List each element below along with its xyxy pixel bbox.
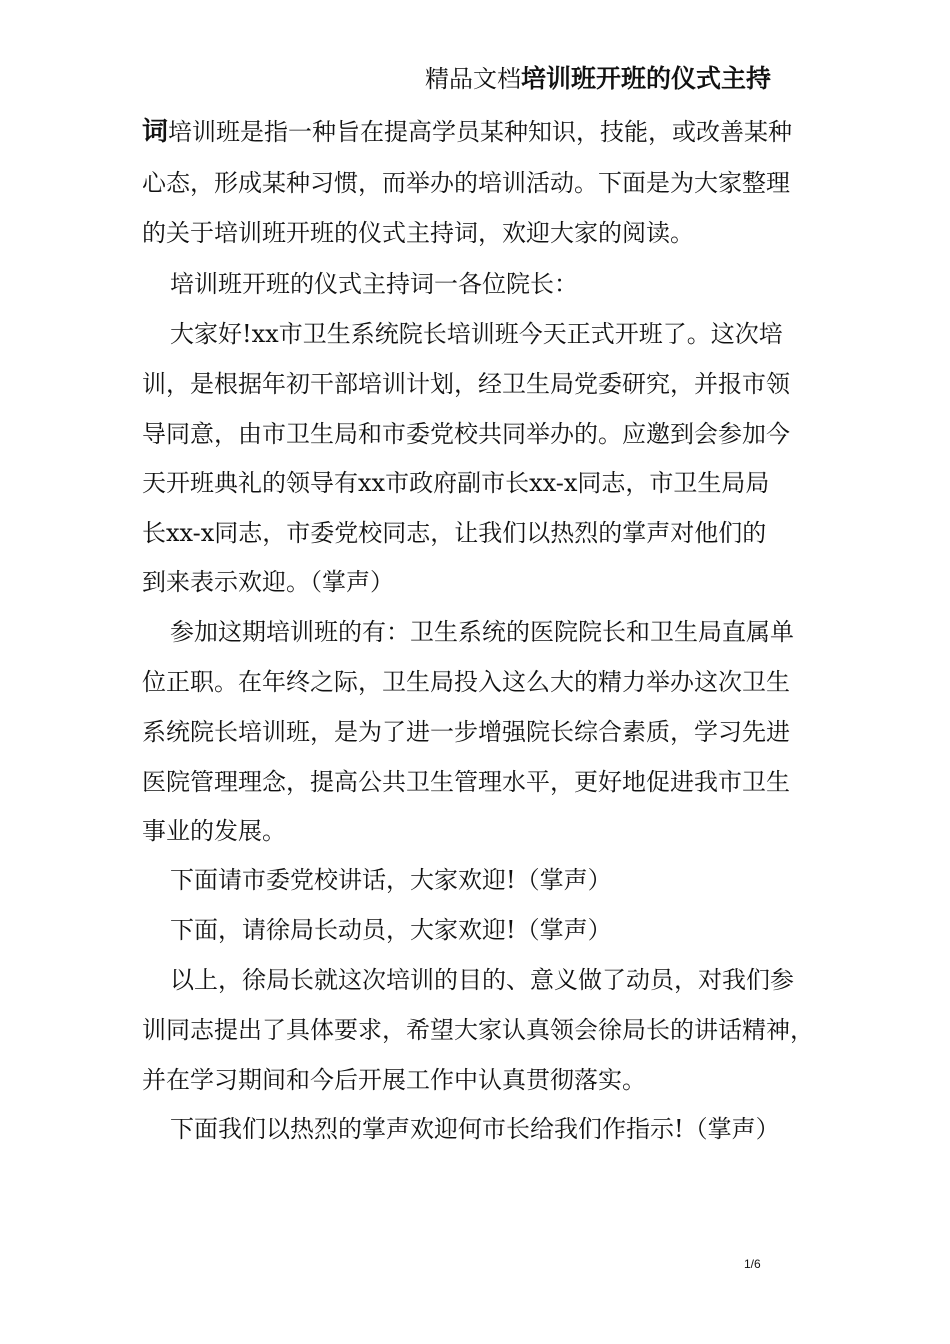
paragraph-line: 系统院长培训班，是为了进一步增强院长综合素质，学习先进 <box>142 718 790 746</box>
paragraph-line: 下面，请徐局长动员，大家欢迎!（掌声） <box>170 916 612 944</box>
document-title: 培训班开班的仪式主持 <box>521 64 772 93</box>
paragraph-line: 大家好!xx市卫生系统院长培训班今天正式开班了。这次培 <box>170 320 783 348</box>
intro-line-3: 的关于培训班开班的仪式主持词，欢迎大家的阅读。 <box>142 219 694 247</box>
paragraph-line: 医院管理理念，提高公共卫生管理水平，更好地促进我市卫生 <box>142 768 790 796</box>
page-number: 1/6 <box>744 1257 761 1271</box>
intro-line-1 <box>142 116 792 148</box>
paragraph-line: 训，是根据年初干部培训计划，经卫生局党委研究，并报市领 <box>142 370 790 398</box>
paragraph-line: 长xx-x同志，市委党校同志，让我们以热烈的掌声对他们的 <box>142 519 767 547</box>
paragraph-line: 参加这期培训班的有：卫生系统的医院院长和卫生局直属单 <box>170 618 794 646</box>
paragraph-line: 到来表示欢迎。（掌声） <box>142 568 394 596</box>
paragraph-line: 以上，徐局长就这次培训的目的、意义做了动员，对我们参 <box>170 966 794 994</box>
intro-line-2: 心态，形成某种习惯，而举办的培训活动。下面是为大家整理 <box>142 169 790 197</box>
paragraph-line: 导同意，由市卫生局和市委党校共同举办的。应邀到会参加今 <box>142 420 790 448</box>
title-continuation: 词 <box>142 117 169 147</box>
paragraph-line: 天开班典礼的领导有xx市政府副市长xx-x同志，市卫生局局 <box>142 469 770 497</box>
header-prefix: 精品文档 <box>425 65 521 93</box>
intro-text-1: 培训班是指一种旨在提高学员某种知识，技能，或改善某种 <box>168 118 793 146</box>
paragraph-line: 事业的发展。 <box>142 817 286 845</box>
paragraph-line: 下面请市委党校讲话，大家欢迎!（掌声） <box>170 866 612 894</box>
paragraph-line: 下面我们以热烈的掌声欢迎何市长给我们作指示!（掌声） <box>170 1115 780 1143</box>
paragraph-line: 培训班开班的仪式主持词一各位院长： <box>170 270 578 298</box>
document-header <box>425 62 771 96</box>
paragraph-line: 并在学习期间和今后开展工作中认真贯彻落实。 <box>142 1066 646 1094</box>
paragraph-line: 位正职。在年终之际，卫生局投入这么大的精力举办这次卫生 <box>142 668 790 696</box>
paragraph-line: 训同志提出了具体要求，希望大家认真领会徐局长的讲话精神， <box>142 1016 814 1044</box>
